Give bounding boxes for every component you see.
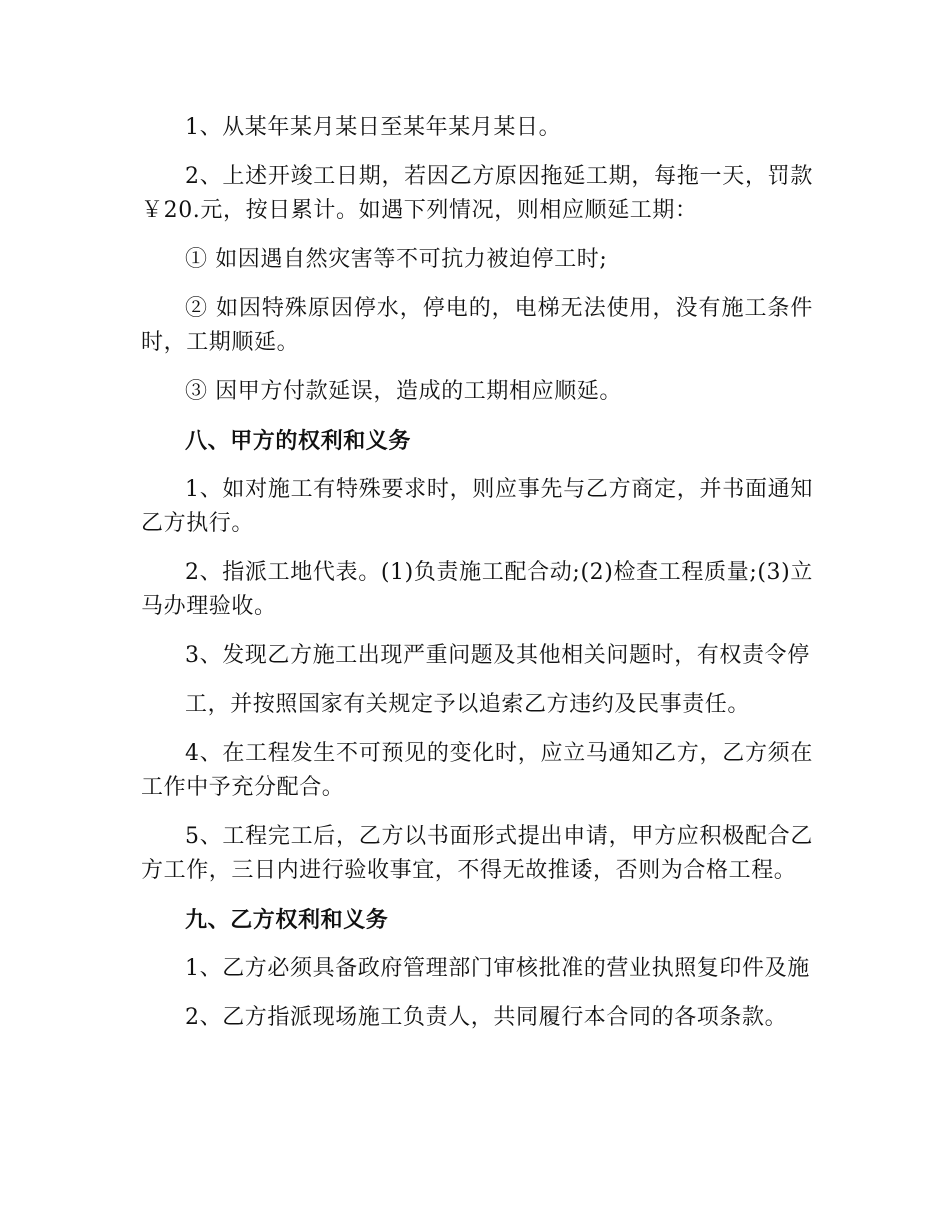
paragraph-party-b-item-2: 2、乙方指派现场施工负责人，共同履行本合同的各项条款。 <box>185 1005 788 1030</box>
paragraph-party-a-item-3: 3、发现乙方施工出现严重问题及其他相关问题时，有权责令停 <box>185 643 810 668</box>
paragraph-force-majeure: ① 如因遇自然灾害等不可抗力被迫停工时; <box>185 247 608 272</box>
paragraph-payment-delay: ③ 因甲方付款延误，造成的工期相应顺延。 <box>185 379 622 404</box>
paragraph-party-b-item-1: 1、乙方必须具备政府管理部门审核批准的营业执照复印件及施 <box>185 956 810 981</box>
paragraph-party-a-item-2: 2、指派工地代表。(1)负责施工配合动;(2)检查工程质量;(3)立马办理验收。 <box>141 560 813 619</box>
paragraph-party-a-item-5: 5、工程完工后，乙方以书面形式提出申请，甲方应积极配合乙方工作，三日内进行验收事宜，不得无故推诿，否则为合格工程。 <box>141 824 813 883</box>
section-heading-party-b: 九、乙方权利和义务 <box>185 907 389 933</box>
paragraph-party-a-item-4: 4、在工程发生不可预见的变化时，应立马通知乙方，乙方须在工作中予充分配合。 <box>141 741 813 800</box>
paragraph-utility-outage: ② 如因特殊原因停水，停电的，电梯无法使用，没有施工条件时，工期顺延。 <box>141 296 813 355</box>
paragraph-schedule-range: 1、从某年某月某日至某年某月某日。 <box>185 115 562 140</box>
section-heading-party-a: 八、甲方的权利和义务 <box>185 428 412 454</box>
paragraph-party-a-item-1: 1、如对施工有特殊要求时，则应事先与乙方商定，并书面通知乙方执行。 <box>141 477 813 536</box>
document-page <box>141 111 813 1050</box>
paragraph-party-a-item-3-cont: 工，并按照国家有关规定予以追索乙方违约及民事责任。 <box>185 692 751 717</box>
paragraph-delay-penalty: 2、上述开竣工日期，若因乙方原因拖延工期，每拖一天，罚款￥20.元，按日累计。如遇下列情况，则相应顺延工期： <box>141 164 813 223</box>
